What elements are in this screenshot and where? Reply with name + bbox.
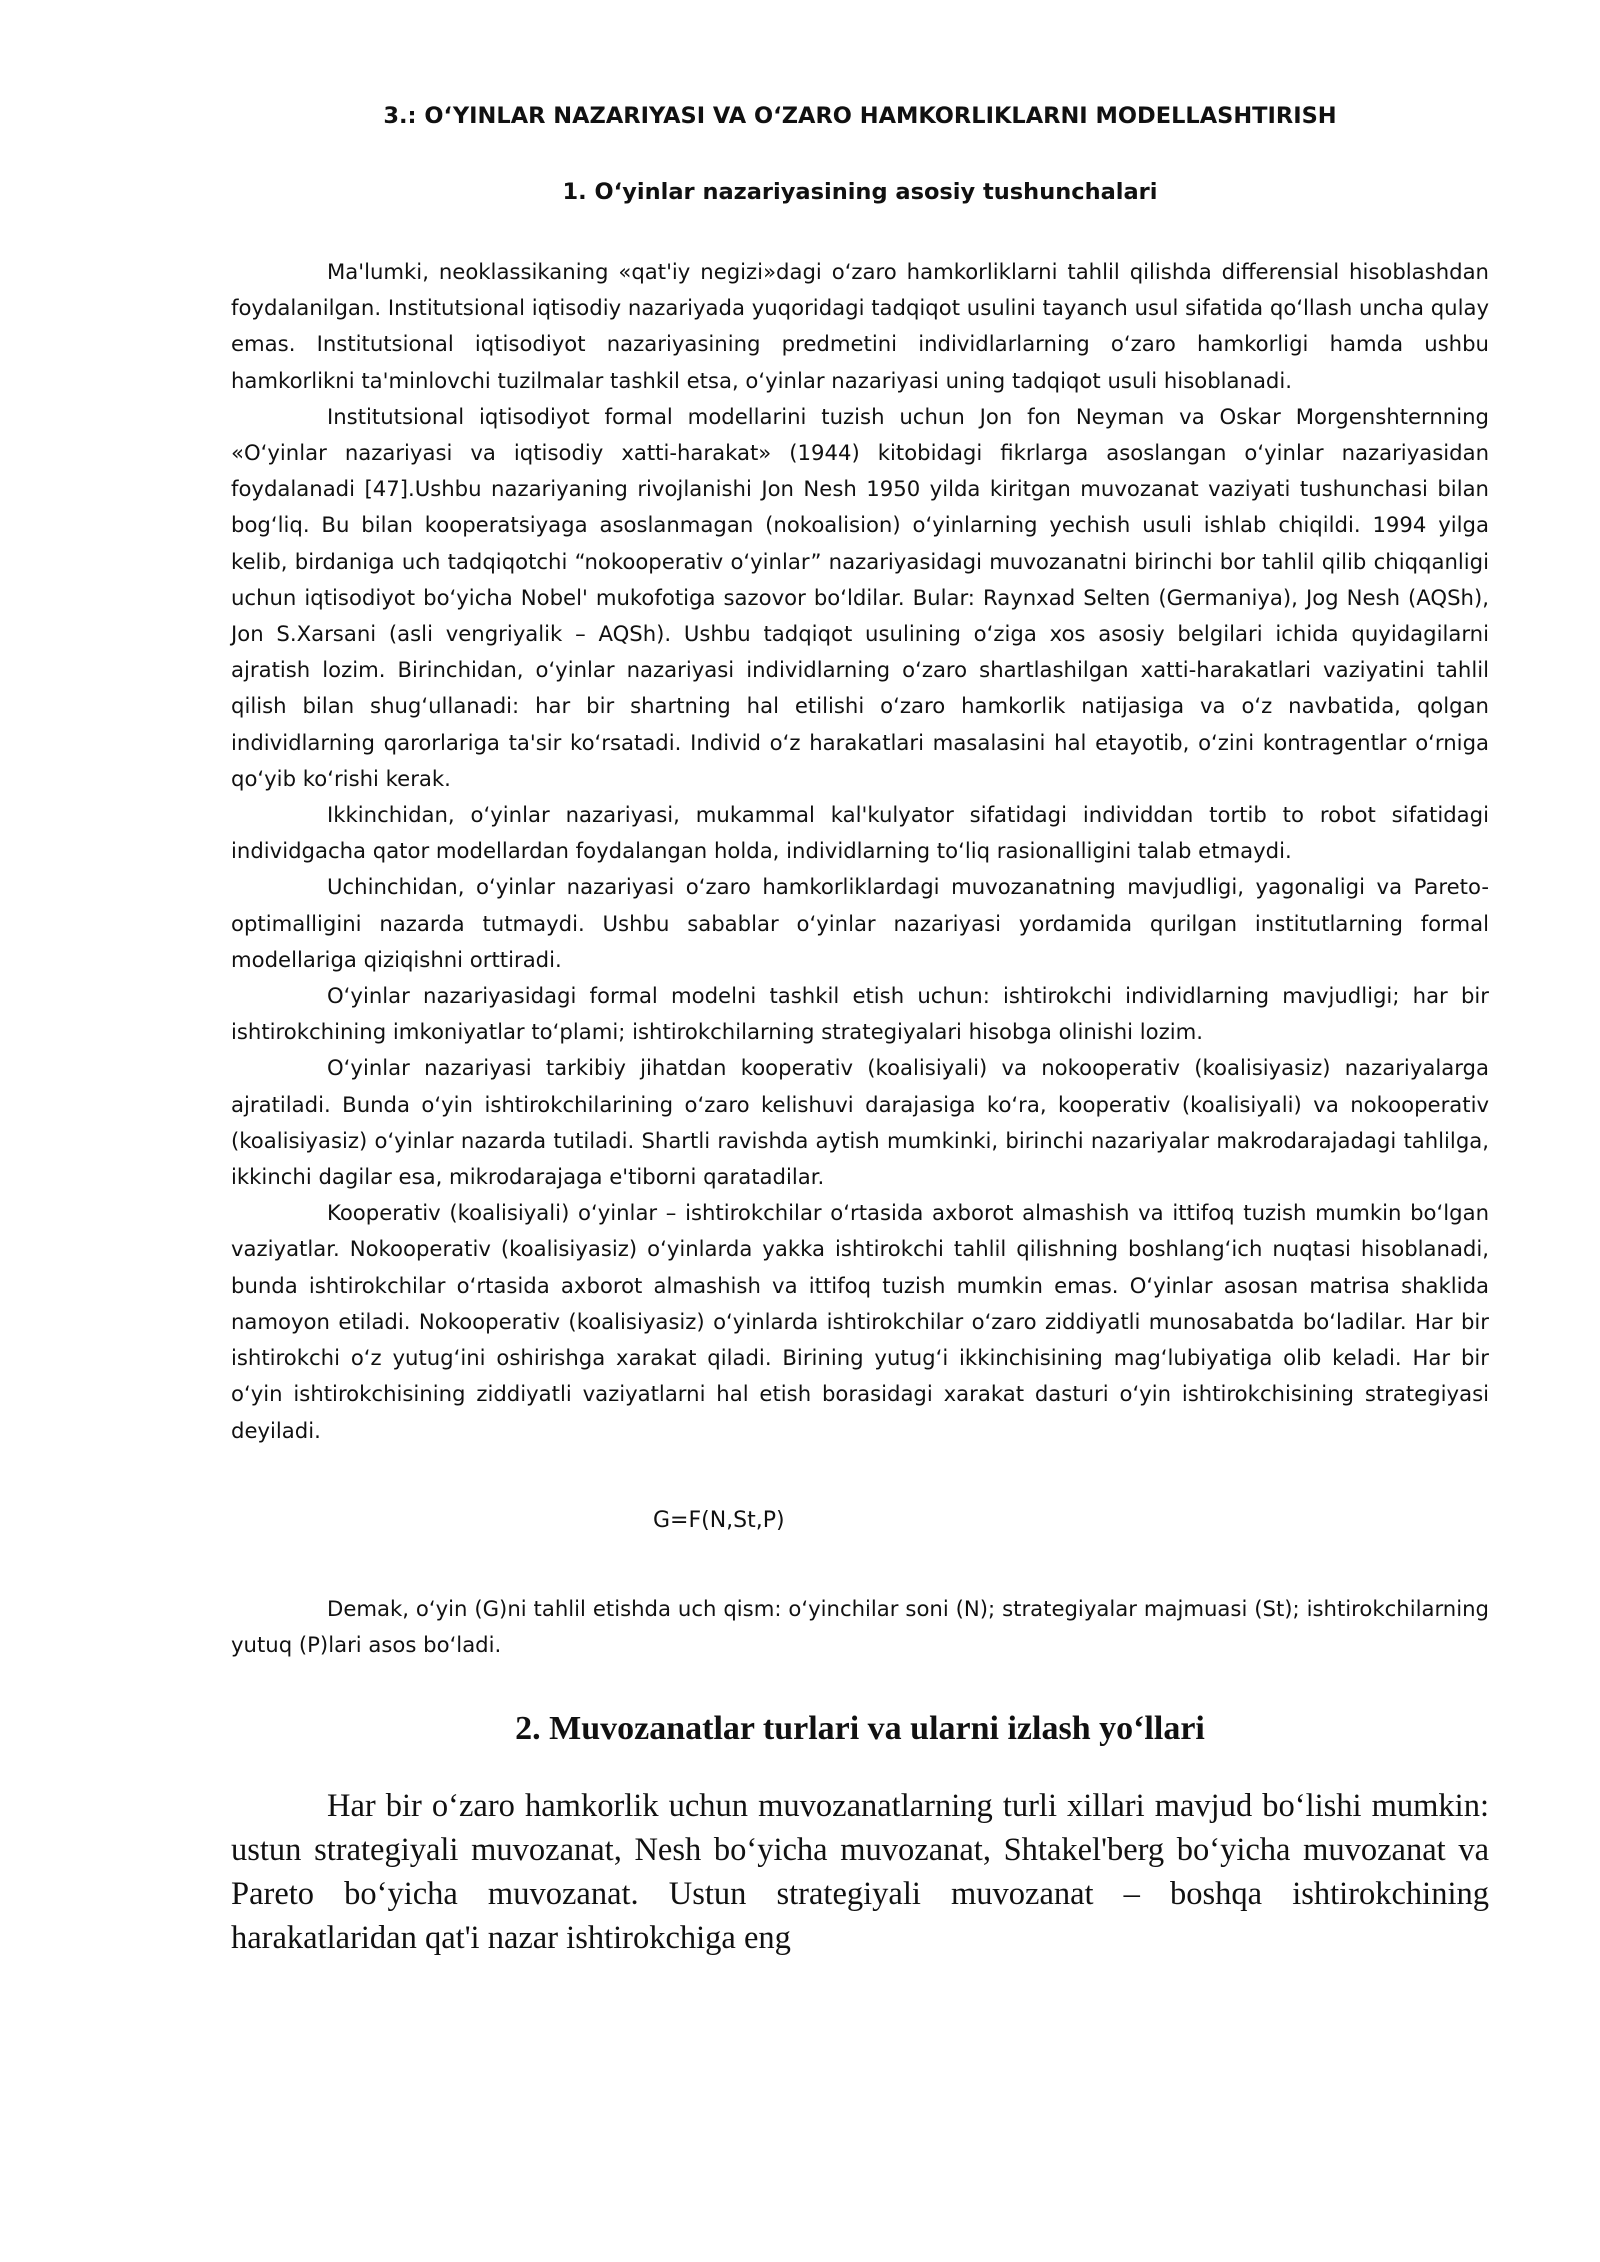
paragraph: Ma'lumki, neoklassikaning «qat'iy negizi»dagi o‘zaro hamkorliklarni tahlil qilishda differensial hisoblashdan foydalanilgan. Institutsional iqtisodiy nazariyada yuqoridagi tadqiqot usulini tayanch usul sifatida qo‘llash uncha qulay emas. Institutsional iqtisodiyot nazariyasining predmetini individlarlarning o‘zaro hamkorligi hamda ushbu hamkorlikni ta'minlovchi tuzilmalar tashkil etsa, o‘yinlar nazariyasi uning tadqiqot usuli hisoblanadi. — [231, 259, 1489, 393]
section-1-title: 1. O‘yinlar nazariyasining asosiy tushunchalari — [562, 179, 1158, 205]
paragraph: O‘yinlar nazariyasi tarkibiy jihatdan kooperativ (koalisiyali) va nokooperativ (koalisiyasiz) nazariyalarga ajratiladi. Bunda o‘yin ishtirokchilarining o‘zaro kelishuvi darajasiga ko‘ra, kooperativ (koalisiyali) va nokooperativ (koalisiyasiz) o‘yinlar nazarda tutiladi. Shartli ravishda aytish mumkinki, birinchi nazariyalar makrodarajadagi tahlilga, ikkinchi dagilar esa, mikrodarajaga e'tiborni qaratadilar. — [231, 1055, 1489, 1190]
document-title: 3.: O‘YINLAR NAZARIYASI VA O‘ZARO HAMKORLIKLARNI MODELLASHTIRISH — [383, 103, 1337, 129]
paragraph: O‘yinlar nazariyasidagi formal modelni tashkil etish uchun: ishtirokchi individlarning mavjudligi; har bir ishtirokchining imkoniyatlar to‘plami; ishtirokchilarning strategiyalari hisobga olinishi lozim. — [231, 983, 1489, 1045]
page-content — [231, 96, 1489, 1960]
paragraph: Demak, o‘yin (G)ni tahlil etishda uch qism: o‘yinchilar soni (N); strategiyalar majmuasi (St); ishtirokchilarning yutuq (P)lari asos bo‘ladi. — [231, 1595, 1489, 1657]
paragraph: Uchinchidan, o‘yinlar nazariyasi o‘zaro hamkorliklardagi muvozanatning mavjudligi, yagonaligi va Pareto-optimalligini nazarda tutmaydi. Ushbu sabablar o‘yinlar nazariyasi yordamida qurilgan institutlarning formal modellariga qiziqishni orttiradi. — [231, 874, 1489, 972]
paragraph: Kooperativ (koalisiyali) o‘yinlar – ishtirokchilar o‘rtasida axborot almashish va ittifoq tuzish mumkin bo‘lgan vaziyatlar. Nokooperativ (koalisiyasiz) o‘yinlarda yakka ishtirokchi tahlil qilishning boshlang‘ich nuqtasi hisoblanadi, bunda ishtirokchilar o‘rtasida axborot almashish va ittifoq tuzish mumkin emas. O‘yinlar asosan matrisa shaklida namoyon etiladi. Nokooperativ (koalisiyasiz) o‘yinlarda ishtirokchilar o‘zaro ziddiyatli munosabatda bo‘ladilar. Har bir ishtirokchi o‘z yutug‘ini oshirishga xarakat qiladi. Birining yutug‘i ikkinchisining mag‘lubiyatiga olib keladi. Har bir o‘yin ishtirokchisining ziddiyatli vaziyatlarni hal etish borasidagi xarakat dasturi o‘yin ishtirokchisining strategiyasi deyiladi. — [231, 1200, 1489, 1443]
paragraph: Har bir o‘zaro hamkorlik uchun muvozanatlarning turli xillari mavjud bo‘lishi mumkin: ustun strategiyali muvozanat, Nesh bo‘yicha muvozanat, Shtakel'berg bo‘yicha muvozanat va Pareto bo‘yicha muvozanat. Ustun strategiyali muvozanat – boshqa ishtirokchining harakatlaridan qat'i nazar ishtirokchiga eng — [231, 1788, 1489, 1956]
section-2-title: 2. Muvozanatlar turlari va ularni izlash yo‘llari — [515, 1710, 1205, 1748]
paragraph: Ikkinchidan, o‘yinlar nazariyasi, mukammal kal'kulyator sifatidagi individdan tortib to robot sifatidagi individgacha qator modellardan foydalangan holda, individlarning to‘liq rasionalligini talab etmaydi. — [231, 802, 1489, 864]
formula: G=F(N,St,P) — [653, 1507, 785, 1533]
paragraph: Institutsional iqtisodiyot formal modellarini tuzish uchun Jon fon Neyman va Oskar Morgenshternning «O‘yinlar nazariyasi va iqtisodiy xatti-harakat» (1944) kitobidagi fikrlarga asoslangan o‘yinlar nazariyasidan foydalanadi [47].Ushbu nazariyaning rivojlanishi Jon Nesh 1950 yilda kiritgan muvozanat vaziyati tushunchasi bilan bog‘liq. Bu bilan kooperatsiyaga asoslanmagan (nokoalision) o‘yinlarning yechish usuli ishlab chiqildi. 1994 yilga kelib, birdaniga uch tadqiqotchi “nokooperativ o‘yinlar” nazariyasidagi muvozanatni birinchi bor tahlil qilib chiqqanligi uchun iqtisodiyot bo‘yicha Nobel' mukofotiga sazovor bo‘ldilar. Bular: Raynxad Selten (Germaniya), Jog Nesh (AQSh), Jon S.Xarsani (asli vengriyalik – AQSh). Ushbu tadqiqot usulining o‘ziga xos asosiy belgilari ichida quyidagilarni ajratish lozim. Birinchidan, o‘yinlar nazariyasi individlarning o‘zaro shartlashilgan xatti-harakatlari vaziyatini tahlil qilish bilan shug‘ullanadi: har bir shartning hal etilishi o‘zaro hamkorlik natijasiga va o‘z navbatida, qolgan individlarning qarorlariga ta'sir ko‘rsatadi. Individ o‘z harakatlari masalasini hal etayotib, o‘zini kontragentlar o‘rniga qo‘yib ko‘rishi kerak. — [231, 403, 1489, 791]
